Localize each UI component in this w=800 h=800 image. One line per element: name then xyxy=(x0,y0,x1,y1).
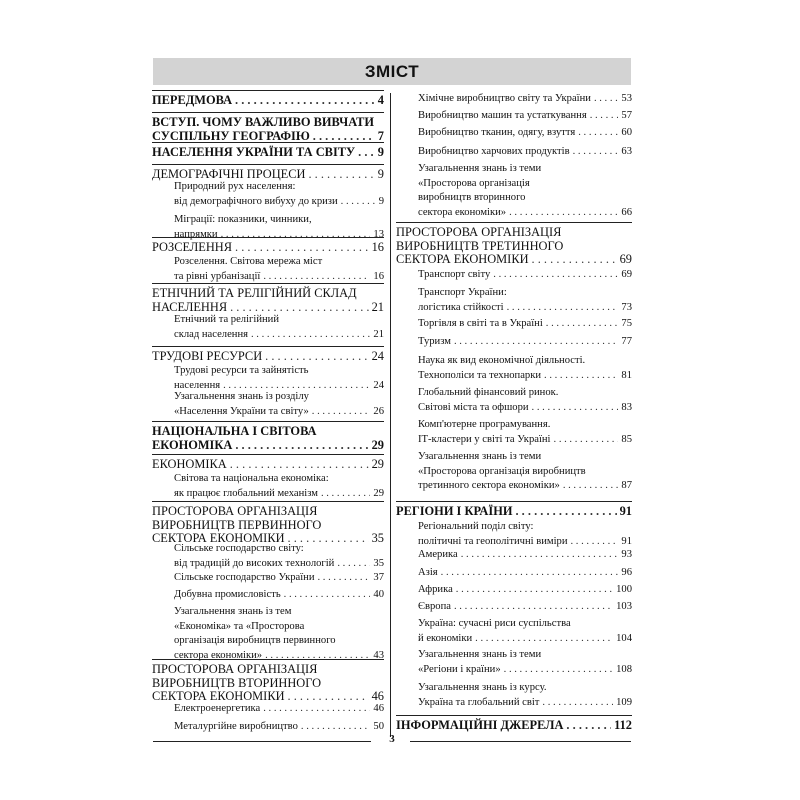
toc-entry-title: Природний рух населення: xyxy=(174,181,296,192)
toc-entry-title: Виробництво тканин, одягу, взуття xyxy=(418,127,576,138)
leader-dots xyxy=(358,145,375,160)
toc-entry-title: СЕКТОРА ЕКОНОМІКИ xyxy=(152,531,285,545)
page-number: 3 xyxy=(389,733,395,745)
toc-entry-title: «Просторова організація виробництв xyxy=(418,465,586,477)
leader-dots xyxy=(230,457,369,472)
toc-page-number: 46 xyxy=(371,689,384,703)
toc-page-number: 75 xyxy=(621,318,632,329)
toc-page-number: 21 xyxy=(373,328,384,340)
section-rule xyxy=(396,715,632,716)
toc-page-number: 29 xyxy=(371,437,384,452)
leader-dots xyxy=(461,549,619,560)
toc-entry-title: Хімічне виробництво світу та України xyxy=(418,93,591,104)
toc-entry-title: Туризм xyxy=(418,336,451,347)
toc-entry-title: виробництв вторинного xyxy=(418,192,526,203)
leader-dots xyxy=(265,349,368,364)
toc-entry-title: «Економіка» та «Просторова xyxy=(174,620,305,632)
toc-entry-title: Виробництво харчових продуктів xyxy=(418,146,570,157)
leader-dots xyxy=(223,380,370,391)
toc-entry-title: організація виробництв первинного xyxy=(174,635,336,646)
toc-entry-title: склад населення xyxy=(174,328,248,340)
toc-entry-title: ІНФОРМАЦІЙНІ ДЖЕРЕЛА xyxy=(396,718,564,732)
toc-page-number: 9 xyxy=(377,167,384,181)
toc-page-number: 21 xyxy=(371,299,384,314)
toc-entry-title: політичні та геополітичні виміри xyxy=(418,535,568,547)
toc-page-number: 63 xyxy=(621,146,632,157)
toc-entry-title: Міграції: показники, чинники, xyxy=(174,214,312,225)
leader-dots xyxy=(312,406,371,417)
section-rule xyxy=(152,659,384,660)
toc-entry-title: НАСЕЛЕННЯ xyxy=(152,299,228,314)
toc-page-number: 100 xyxy=(616,584,632,595)
toc-entry-title: Комп'ютерне програмування. xyxy=(418,419,551,430)
toc-entry-title: Узагальнення знань із курсу. xyxy=(418,682,547,693)
toc-page-number: 9 xyxy=(378,195,384,207)
toc-entry-title: Світові міста та офшори xyxy=(418,401,529,413)
section-rule xyxy=(152,142,384,143)
toc-page-number: 112 xyxy=(614,718,632,732)
toc-entry-title: Металургійне виробництво xyxy=(174,721,298,732)
toc-entry-title: ПЕРЕДМОВА xyxy=(152,93,233,107)
toc-left-column xyxy=(152,93,384,800)
section-rule xyxy=(152,421,384,422)
toc-page-number: 93 xyxy=(621,549,632,560)
toc-entry-title: ВИРОБНИЦТВ ТРЕТИННОГО xyxy=(396,238,564,253)
toc-entry-title: Глобальний фінансовий ринок. xyxy=(418,387,559,398)
section-rule xyxy=(152,346,384,347)
leader-dots xyxy=(504,664,613,675)
toc-entry-title: ВИРОБНИЦТВ ПЕРВИННОГО xyxy=(152,517,322,532)
toc-page-number: 77 xyxy=(621,336,632,347)
toc-entry-title: Сільське господарство України xyxy=(174,572,315,583)
toc-page-number: 53 xyxy=(621,93,632,104)
toc-entry-title: Добувна промисловість xyxy=(174,589,281,600)
toc-entry-title: ДЕМОГРАФІЧНІ ПРОЦЕСИ xyxy=(152,167,306,181)
footer-rule-left xyxy=(153,741,371,742)
toc-entry-title: НАЦІОНАЛЬНА І СВІТОВА xyxy=(152,424,317,438)
leader-dots xyxy=(235,240,369,255)
toc-entry-title: Узагальнення знань із тем xyxy=(174,606,292,617)
toc-page-number: 40 xyxy=(373,589,384,600)
toc-page-number: 104 xyxy=(616,632,632,644)
toc-entry-title: Україна та глобальний світ xyxy=(418,696,540,708)
toc-page-number: 4 xyxy=(377,93,384,107)
toc-entry-title: ВСТУП. ЧОМУ ВАЖЛИВО ВИВЧАТИ xyxy=(152,115,374,129)
toc-page-number: 91 xyxy=(621,535,632,547)
toc-entry-title: Наука як вид економічної діяльності. xyxy=(418,355,586,366)
toc-entry-title: НАСЕЛЕННЯ УКРАЇНИ ТА СВІТУ xyxy=(152,145,356,159)
toc-page-number: 81 xyxy=(621,369,632,381)
page-title: ЗМІСТ xyxy=(364,61,420,81)
toc-entry-title: СЕКТОРА ЕКОНОМІКИ xyxy=(152,689,285,703)
toc-page-number: 35 xyxy=(371,531,384,545)
toc-entry-title: ЕКОНОМІКА xyxy=(152,457,227,471)
toc-entry-title: Електроенергетика xyxy=(174,703,261,714)
toc-entry-title: Виробництво машин та устаткування xyxy=(418,110,587,121)
leader-dots xyxy=(594,93,618,104)
toc-entry-title: ВИРОБНИЦТВ ВТОРИННОГО xyxy=(152,675,322,690)
toc-entry-title: ТРУДОВІ РЕСУРСИ xyxy=(152,349,263,363)
toc-entry-title: Розселення. Світова мережа міст xyxy=(174,256,323,267)
toc-page-number: 24 xyxy=(371,349,384,363)
toc-entry-title: третинного сектора економіки» xyxy=(418,480,560,491)
toc-entry-title: «Просторова організація xyxy=(418,177,530,189)
toc-page-number: 103 xyxy=(616,601,632,612)
section-rule xyxy=(152,90,384,91)
toc-entry-title: «Регіони і країни» xyxy=(418,663,501,675)
toc-entry-title: ЕКОНОМІКА xyxy=(152,437,233,452)
toc-entry-title: населення xyxy=(174,379,221,391)
toc-entry-title: Трудові ресурси та зайнятість xyxy=(174,365,309,376)
section-rule xyxy=(396,222,632,223)
toc-page-number: 13 xyxy=(373,228,384,240)
toc-entry-title: сектора економіки» xyxy=(174,649,263,661)
leader-dots xyxy=(318,572,371,583)
toc-entry-title: Регіональний поділ світу: xyxy=(418,521,534,532)
section-rule xyxy=(152,112,384,113)
leader-dots xyxy=(532,252,617,267)
toc-page-number: 43 xyxy=(373,649,384,661)
toc-entry-title: сектора економіки» xyxy=(418,206,507,218)
toc-entry-title: від демографічного вибуху до кризи xyxy=(174,195,338,207)
section-rule xyxy=(152,164,384,165)
leader-dots xyxy=(563,480,619,491)
toc-entry-title: Узагальнення знань із теми xyxy=(418,649,542,660)
toc-entry-title: Торгівля в світі та в Україні xyxy=(418,318,543,329)
toc-entry-title: ПРОСТОРОВА ОРГАНІЗАЦІЯ xyxy=(152,504,318,518)
leader-dots xyxy=(454,336,618,347)
toc-entry-title: РОЗСЕЛЕННЯ xyxy=(152,240,233,254)
leader-dots xyxy=(441,567,619,578)
toc-entry-title: Транспорт світу xyxy=(418,269,491,280)
section-rule xyxy=(152,237,384,238)
leader-dots xyxy=(321,488,370,499)
toc-entry-title: СУСПІЛЬНУ ГЕОГРАФІЮ xyxy=(152,128,310,143)
toc-entry-title: й економіки xyxy=(418,632,473,644)
toc-entry-title: ПРОСТОРОВА ОРГАНІЗАЦІЯ xyxy=(152,662,318,676)
toc-entry-title: РЕГІОНИ І КРАЇНИ xyxy=(396,504,513,518)
leader-dots xyxy=(284,589,371,600)
leader-dots xyxy=(544,370,618,381)
toc-page-number: 24 xyxy=(373,379,384,391)
toc-entry-title: напрямки xyxy=(174,228,218,240)
leader-dots xyxy=(532,402,619,413)
toc-entry-title: Азія xyxy=(418,567,438,578)
section-rule xyxy=(152,501,384,502)
toc-page-number: 29 xyxy=(371,457,384,471)
toc-entry-title: СЕКТОРА ЕКОНОМІКИ xyxy=(396,252,529,266)
leader-dots xyxy=(571,536,619,547)
leader-dots xyxy=(493,269,618,280)
toc-entry-title: ІТ-кластери у світі та Україні xyxy=(418,433,551,445)
toc-entry-title: ЕТНІЧНИЙ ТА РЕЛІГІЙНИЙ СКЛАД xyxy=(152,286,357,300)
leader-dots xyxy=(308,167,374,182)
toc-entry-title: Узагальнення знань із теми xyxy=(418,451,542,462)
toc-entry-title: Африка xyxy=(418,584,453,595)
toc-entry-title: та рівні урбанізації xyxy=(174,270,261,282)
header-bar xyxy=(153,58,631,85)
toc-page-number: 16 xyxy=(371,240,384,254)
toc-page-number: 66 xyxy=(621,206,632,218)
toc-page-number: 16 xyxy=(373,270,384,282)
toc-entry-title: Транспорт України: xyxy=(418,287,507,298)
section-rule xyxy=(396,501,632,502)
leader-dots xyxy=(235,438,368,453)
toc-page-number: 91 xyxy=(619,504,632,518)
toc-entry-title: Технополіси та технопарки xyxy=(418,369,542,381)
toc-page-number: 46 xyxy=(373,703,384,714)
toc-entry-title: «Населення України та світу» xyxy=(174,405,309,417)
leader-dots xyxy=(288,689,369,704)
leader-dots xyxy=(475,633,613,644)
toc-page-number: 50 xyxy=(373,721,384,732)
leader-dots xyxy=(515,504,616,519)
leader-dots xyxy=(566,718,611,733)
toc-page-number: 60 xyxy=(621,127,632,138)
toc-entry-title: від традицій до високих технологій xyxy=(174,557,335,569)
leader-dots xyxy=(235,93,375,108)
toc-page-number: 37 xyxy=(373,572,384,583)
leader-dots xyxy=(230,300,369,315)
leader-dots xyxy=(542,697,613,708)
toc-page-number: 26 xyxy=(373,405,384,417)
toc-page-number: 83 xyxy=(621,401,632,413)
toc-page-number: 85 xyxy=(621,433,632,445)
toc-page-number: 35 xyxy=(373,557,384,569)
leader-dots xyxy=(509,207,618,218)
leader-dots xyxy=(456,584,613,595)
section-rule xyxy=(152,454,384,455)
leader-dots xyxy=(341,196,376,207)
leader-dots xyxy=(507,302,619,313)
toc-page-number: 69 xyxy=(619,252,632,266)
toc-entry-title: Європа xyxy=(418,601,451,612)
leader-dots xyxy=(301,721,370,732)
leader-dots xyxy=(337,558,370,569)
toc-entry-title: Узагальнення знань із теми xyxy=(418,163,542,174)
section-rule xyxy=(152,283,384,284)
toc-entry-title: Етнічний та релігійний xyxy=(174,314,280,325)
leader-dots xyxy=(554,434,619,445)
toc-page-number: 109 xyxy=(616,696,632,708)
toc-entry-title: як працює глобальний механізм xyxy=(174,487,318,499)
toc-entry-title: Сільське господарство світу: xyxy=(174,543,304,554)
leader-dots xyxy=(546,318,619,329)
toc-page-number: 9 xyxy=(377,145,384,159)
toc-right-column xyxy=(396,93,632,800)
column-divider xyxy=(390,93,391,737)
leader-dots xyxy=(454,601,613,612)
leader-dots xyxy=(590,110,619,121)
toc-entry-title: Узагальнення знань із розділу xyxy=(174,391,309,402)
toc-entry-title: логістика стійкості xyxy=(418,301,504,313)
toc-page-number: 96 xyxy=(621,567,632,578)
toc-page-number: 87 xyxy=(621,480,632,491)
toc-page-number: 29 xyxy=(373,487,384,499)
toc-entry-title: Америка xyxy=(418,549,458,560)
toc-page-number: 7 xyxy=(377,128,384,143)
leader-dots xyxy=(578,127,618,138)
footer-rule-right xyxy=(410,741,631,742)
toc-entry-title: Світова та національна економіка: xyxy=(174,473,329,484)
leader-dots xyxy=(573,146,619,157)
toc-page-number: 69 xyxy=(621,269,632,280)
toc-page-number: 57 xyxy=(621,110,632,121)
toc-entry-title: ПРОСТОРОВА ОРГАНІЗАЦІЯ xyxy=(396,225,562,239)
toc-entry-title: Україна: сучасні риси суспільства xyxy=(418,618,571,629)
toc-page-number: 73 xyxy=(621,301,632,313)
leader-dots xyxy=(263,703,370,714)
toc-page-number: 108 xyxy=(616,663,632,675)
leader-dots xyxy=(251,329,370,340)
leader-dots xyxy=(263,271,370,282)
